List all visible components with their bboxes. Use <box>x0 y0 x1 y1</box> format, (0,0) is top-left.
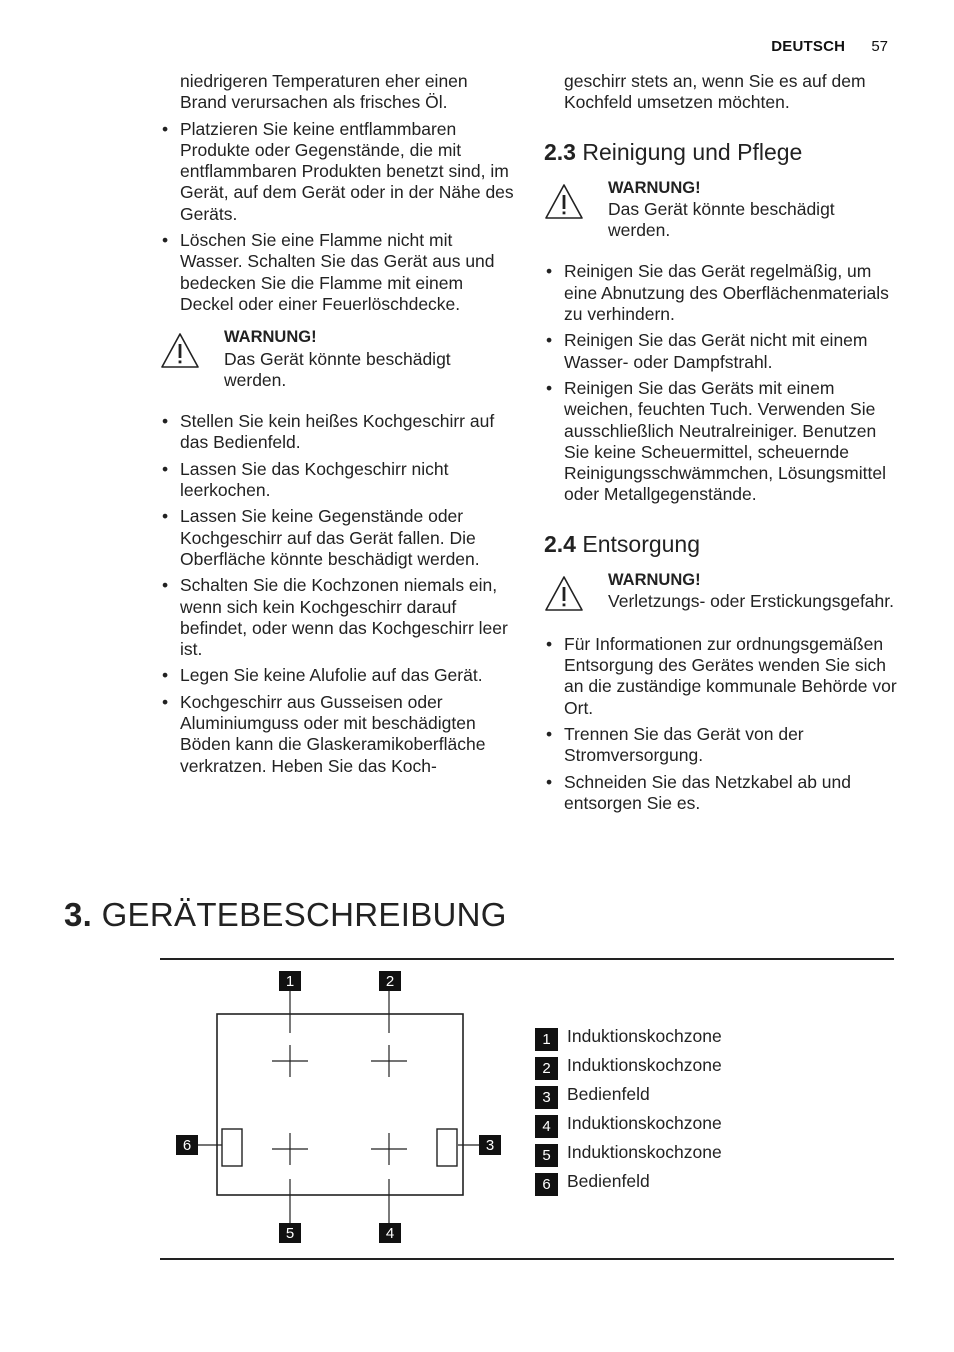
page-number: 57 <box>871 38 888 55</box>
legend-label: Induktionskochzone <box>567 1113 722 1133</box>
list-item: • Reinigen Sie das Gerät regelmäßig, um eine Abnutzung des Oberflächenmaterials zu verhindern. <box>544 261 899 325</box>
warning-title: WARNUNG! <box>608 570 701 589</box>
legend-number: 3 <box>535 1086 558 1109</box>
legend-item <box>535 1022 722 1051</box>
chapter-number: 3. <box>64 896 93 933</box>
warning-text: Verletzungs- oder Erstickungsgefahr. <box>608 591 894 612</box>
left-bullet-list-a <box>160 119 515 316</box>
diagram-label: 3 <box>485 1137 495 1154</box>
list-item: • Schalten Sie die Kochzonen niemals ein, wenn sich kein Kochgeschirr darauf befindet, oder wenn das Kochgeschirr leer ist. <box>160 575 515 660</box>
section-heading-2-4 <box>544 530 899 558</box>
warning-triangle-icon <box>544 182 584 222</box>
legend-label: Induktionskochzone <box>567 1055 722 1075</box>
chapter-title <box>64 896 507 934</box>
warning-box <box>544 570 899 614</box>
legend-number: 5 <box>535 1144 558 1167</box>
legend-number: 2 <box>535 1057 558 1080</box>
diagram-label: 6 <box>182 1137 192 1154</box>
warning-text: Das Gerät könnte beschädigt werden. <box>224 348 451 390</box>
disposal-bullet-list <box>544 634 899 814</box>
legend-item <box>535 1109 722 1138</box>
cleaning-bullet-list <box>544 261 899 505</box>
legend-item <box>535 1051 722 1080</box>
diagram-label: 1 <box>285 973 295 990</box>
section-number: 2.3 <box>544 138 576 165</box>
section-title: Reinigung und Pflege <box>582 138 803 165</box>
left-intro-text: niedrigeren Temperaturen eher einen Brand verursachen als frisches Öl. <box>180 71 468 113</box>
top-divider <box>160 958 894 960</box>
right-column <box>544 71 899 814</box>
warning-box <box>160 327 515 391</box>
list-item: • Für Informationen zur ordnungsgemäßen Entsorgung des Gerätes wenden Sie sich an die zuständige kommunale Behörde vor Ort. <box>544 634 899 719</box>
list-item: • Lassen Sie das Kochgeschirr nicht leerkochen. <box>160 459 515 502</box>
control-panel-right <box>437 1129 457 1166</box>
page-header <box>771 38 888 55</box>
chapter-title-text: GERÄTEBESCHREIBUNG <box>101 896 507 933</box>
warning-title: WARNUNG! <box>608 178 701 197</box>
header-language: DEUTSCH <box>771 38 846 55</box>
diagram-legend <box>535 1022 722 1196</box>
warning-box <box>544 178 899 242</box>
list-item: • Löschen Sie eine Flamme nicht mit Wasser. Schalten Sie das Gerät aus und bedecken Sie die Flamme mit einem Deckel oder einer Feuerlöschdecke. <box>160 230 515 315</box>
legend-label: Induktionskochzone <box>567 1142 722 1162</box>
legend-item <box>535 1167 722 1196</box>
list-item: • Platzieren Sie keine entflammbaren Produkte oder Gegenstände, die mit entflammbaren Produkten benetzt sind, im Gerät, auf dem Gerät oder in der Nähe des Geräts. <box>160 119 515 225</box>
section-number: 2.4 <box>544 530 576 557</box>
diagram-label: 4 <box>385 1225 395 1242</box>
hob-outline <box>217 1014 463 1195</box>
list-item: • Kochgeschirr aus Gusseisen oder Aluminiumguss oder mit beschädigten Böden kann die Glaskeramikoberfläche verkratzen. Heben Sie das Koch- <box>160 692 515 777</box>
right-intro-text: geschirr stets an, wenn Sie es auf dem Kochfeld umsetzen möchten. <box>564 71 866 113</box>
left-column <box>160 71 515 777</box>
legend-item <box>535 1138 722 1167</box>
diagram-label: 5 <box>285 1225 295 1242</box>
legend-number: 6 <box>535 1173 558 1196</box>
warning-triangle-icon <box>160 331 200 371</box>
legend-number: 1 <box>535 1028 558 1051</box>
bottom-divider <box>160 1258 894 1260</box>
legend-label: Induktionskochzone <box>567 1026 722 1046</box>
control-panel-left <box>222 1129 242 1166</box>
legend-number: 4 <box>535 1115 558 1138</box>
list-item: • Schneiden Sie das Netzkabel ab und entsorgen Sie es. <box>544 772 899 815</box>
list-item: • Lassen Sie keine Gegenstände oder Kochgeschirr auf das Gerät fallen. Die Oberfläche könnte beschädigt werden. <box>160 506 515 570</box>
hob-diagram <box>175 965 515 1250</box>
warning-title: WARNUNG! <box>224 328 317 347</box>
section-heading-2-3 <box>544 138 899 166</box>
left-bullet-list-b <box>160 411 515 777</box>
list-item: • Reinigen Sie das Gerät nicht mit einem Wasser- oder Dampfstrahl. <box>544 330 899 373</box>
diagram-label: 2 <box>385 973 395 990</box>
list-item: • Trennen Sie das Gerät von der Stromversorgung. <box>544 724 899 767</box>
warning-text: Das Gerät könnte beschädigt werden. <box>608 198 835 241</box>
legend-label: Bedienfeld <box>567 1171 650 1191</box>
section-title: Entsorgung <box>582 530 701 557</box>
warning-triangle-icon <box>544 574 584 614</box>
list-item: • Stellen Sie kein heißes Kochgeschirr auf das Bedienfeld. <box>160 411 515 454</box>
legend-item <box>535 1080 722 1109</box>
list-item: • Reinigen Sie das Geräts mit einem weichen, feuchten Tuch. Verwenden Sie ausschließlich Neutralreiniger. Benutzen Sie keine Scheuermittel, scheuernde Reinigungsschwämmchen, Lösungsmittel oder Metallgegenstände. <box>544 378 899 506</box>
list-item: • Legen Sie keine Alufolie auf das Gerät. <box>160 665 515 686</box>
legend-label: Bedienfeld <box>567 1084 650 1104</box>
